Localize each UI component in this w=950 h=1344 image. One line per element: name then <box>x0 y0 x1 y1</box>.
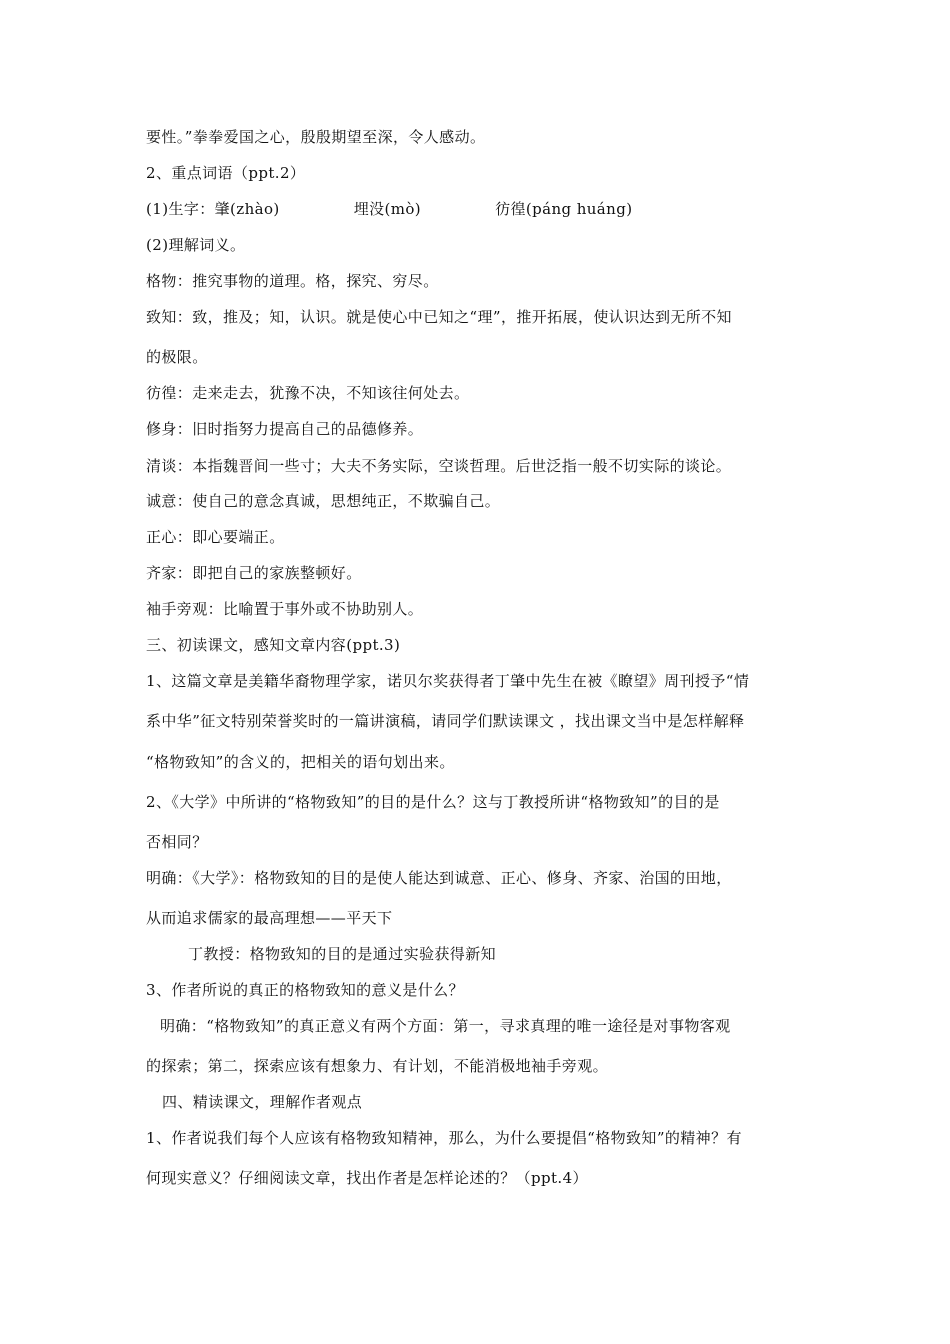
text-line: 何现实意义？仔细阅读文章，找出作者是怎样论述的？（ppt.4） <box>146 1169 588 1187</box>
text-line: 系中华”征文特别荣誉奖时的一篇讲演稿，请同学们默读课文 ，找出课文当中是怎样解释 <box>146 712 745 730</box>
text-line: 的探索；第二，探索应该有想象力、有计划，不能消极地袖手旁观。 <box>146 1057 609 1075</box>
vocab-word: 埋没(mò) <box>353 200 422 218</box>
text-line: 否相同？ <box>146 833 208 851</box>
section-heading: 四、精读课文，理解作者观点 <box>162 1093 363 1111</box>
text-line: 清谈：本指魏晋间一些寸；大夫不务实际，空谈哲理。后世泛指一般不切实际的谈论。 <box>146 457 732 475</box>
text-line: 袖手旁观：比喻置于事外或不协助别人。 <box>146 600 424 618</box>
text-line: 致知：致，推及；知，认识。就是使心中已知之“理”，推开拓展，使认识达到无所不知 <box>146 308 732 326</box>
text-line: (2)理解词义。 <box>146 236 246 254</box>
text-line: 明确：“格物致知”的真正意义有两个方面：第一，寻求真理的唯一途径是对事物客观 <box>160 1017 731 1035</box>
section-heading: 三、初读课文，感知文章内容(ppt.3) <box>146 636 401 654</box>
vocab-word: 彷徨(páng huáng) <box>495 200 633 218</box>
text-line: 明确：《大学》：格物致知的目的是使人能达到诚意、正心、修身、齐家、治国的田地， <box>146 869 732 887</box>
vocab-word: (1)生字：肇(zhào) <box>146 200 280 218</box>
text-line: 从而追求儒家的最高理想——平天下 <box>146 909 393 927</box>
vocab-line <box>146 199 632 219</box>
text-line: 正心：即心要端正。 <box>146 528 285 546</box>
text-line: 齐家：即把自己的家族整顿好。 <box>146 564 362 582</box>
text-line: 丁教授：格物致知的目的是通过实验获得新知 <box>188 945 497 963</box>
text-line: 1、作者说我们每个人应该有格物致知精神，那么，为什么要提倡“格物致知”的精神？有 <box>146 1129 742 1147</box>
text-line: 修身：旧时指努力提高自己的品德修养。 <box>146 420 424 438</box>
text-line: 彷徨：走来走去，犹豫不决，不知该往何处去。 <box>146 384 470 402</box>
text-line: 诚意：使自己的意念真诚，思想纯正，不欺骗自己。 <box>146 492 501 510</box>
text-line: 格物：推究事物的道理。格，探究、穷尽。 <box>146 272 439 290</box>
text-line: 1、这篇文章是美籍华裔物理学家，诺贝尔奖获得者丁肇中先生在被《瞭望》周刊授予“情 <box>146 672 750 690</box>
text-line: 3、作者所说的真正的格物致知的意义是什么？ <box>146 981 464 999</box>
text-line: “格物致知”的含义的，把相关的语句划出来。 <box>146 753 455 771</box>
text-line: 要性。”拳拳爱国之心，殷殷期望至深，令人感动。 <box>146 128 486 146</box>
text-line: 2、重点词语（ppt.2） <box>146 164 306 182</box>
text-line: 2、《大学》中所讲的“格物致知”的目的是什么？这与丁教授所讲“格物致知”的目的是 <box>146 793 720 811</box>
text-line: 的极限。 <box>146 348 208 366</box>
